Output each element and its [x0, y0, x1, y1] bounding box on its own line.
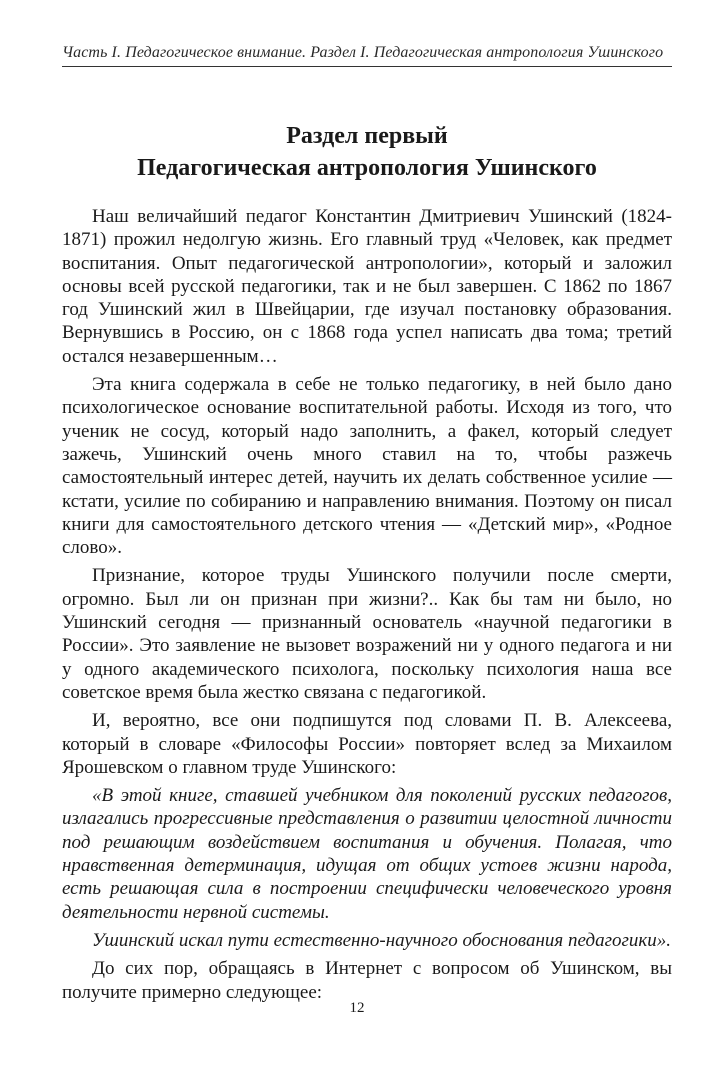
section-title-line1: Раздел первый	[286, 123, 448, 149]
paragraph: Эта книга содержала в себе не только педагогику, в ней было дано психологическое основание воспитательной работы. Исходя из того, что ученик не сосуд, который надо заполнить, а факел, который следует зажечь, Ушинский очень много ставил на то, чтобы разжечь самостоятельный интерес детей, научить их делать собственное усилие — кстати, усилие по собиранию и направлению внимания. Поэтому он писал книги для самостоятельного детского чтения — «Детский мир», «Родное слово».	[62, 374, 672, 559]
quote-paragraph: «В этой книге, ставшей учебником для поколений русских педагогов, излагались прогрессивные представления о развитии целостной личности под решающим воздействием воспитания и обучения. Полагая, что нравственная детерминация, идущая от общих устоев жизни народа, есть решающая сила в построении специфически человеческого уровня деятельности нервной системы.	[62, 785, 672, 923]
paragraph: Признание, которое труды Ушинского получили после смерти, огромно. Был ли он признан при жизни?.. Как бы там ни было, но Ушинский сегодня — признанный основатель «научной педагогики в России». Это заявление не вызовет возражений ни у одного педагога и ни у одного академического психолога, поскольку психология наша все советское время была жестко связана с педагогикой.	[62, 565, 672, 703]
paragraph: И, вероятно, все они подпишутся под словами П. В. Алексеева, который в словаре «Философы России» повторяет вслед за Михаилом Ярошевском о главном труде Ушинского:	[62, 710, 672, 778]
section-title-line2: Педагогическая антропология Ушинского	[137, 155, 597, 181]
paragraph: Наш величайший педагог Константин Дмитриевич Ушинский (1824-1871) прожил недолгую жизнь. Его главный труд «Человек, как предмет воспитания. Опыт педагогической антропологии», который и заложил основы всей русской педагогики, так и не был завершен. С 1862 по 1867 год Ушинский жил в Швейцарии, где изучал постановку образования. Вернувшись в Россию, он с 1868 года успел написать два тома; третий остался незавершенным…	[62, 206, 672, 367]
section-heading	[62, 120, 672, 184]
running-header: Часть I. Педагогическое внимание. Раздел I. Педагогическая антропология Ушинского	[62, 44, 664, 61]
body-text	[62, 205, 672, 1004]
page-number: 12	[349, 1000, 365, 1016]
paragraph: До сих пор, обращаясь в Интернет с вопросом об Ушинском, вы получите примерно следующее:	[62, 958, 672, 1003]
quote-paragraph: Ушинский искал пути естественно-научного обоснования педагогики».	[92, 929, 672, 951]
header-divider	[62, 66, 672, 67]
